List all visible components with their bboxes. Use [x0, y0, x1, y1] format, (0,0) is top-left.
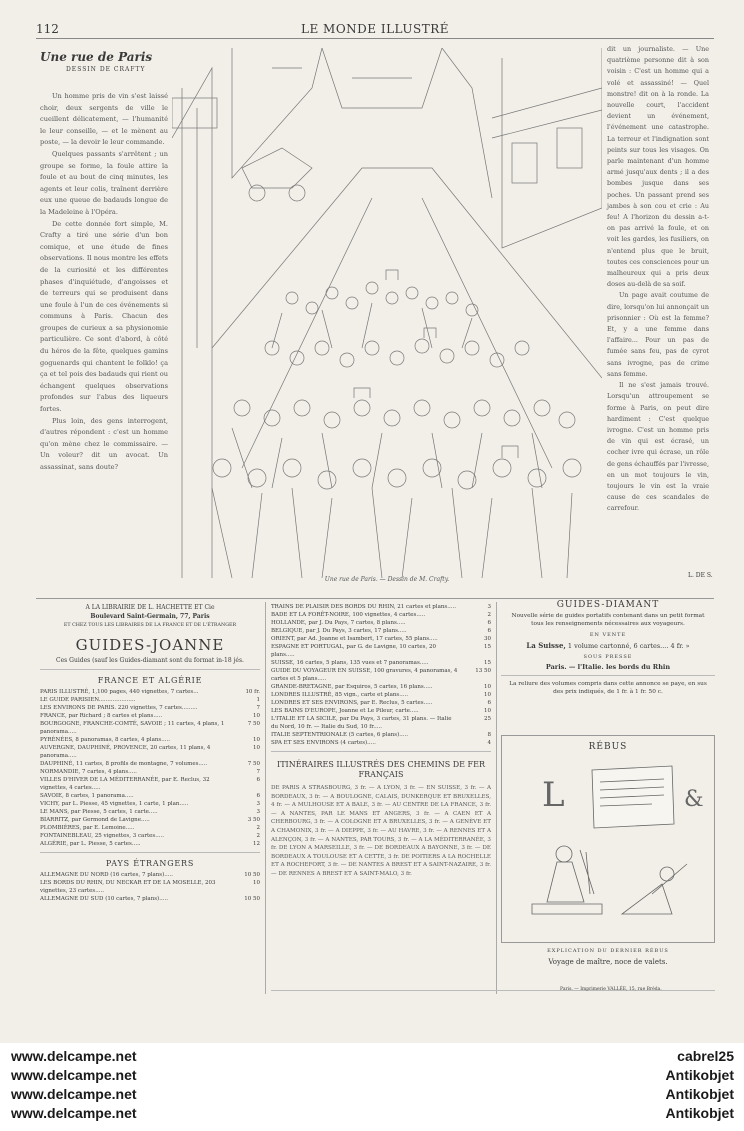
- itineraries-heading: ITINÉRAIRES ILLUSTRÉS DES CHEMINS DE FER FRANÇAIS: [277, 760, 485, 779]
- guide-listing: [40, 720, 260, 736]
- guide-listing-title: DAUPHINÉ, 11 cartes, 8 profils de montagne, 7 volumes.....: [40, 761, 208, 767]
- guide-listing-title: PARIS ILLUSTRÉ, 1,100 pages, 440 vignettes, 7 cartes...: [40, 689, 199, 695]
- guide-listing-price: 10: [484, 684, 491, 690]
- guide-listing-price: 7: [256, 705, 260, 711]
- guide-listing-price: 12: [253, 841, 260, 847]
- watermark-url: www.delcampe.net: [11, 1105, 137, 1121]
- masthead: LE MONDE ILLUSTRÉ: [300, 22, 450, 36]
- printer-imprint: Paris. — Imprimerie VALLÉE, 15, rue Bréda.: [560, 987, 662, 992]
- guide-listing: [271, 603, 491, 611]
- article-paragraph: Quelques passants s'arrêtent ; un groupe se forme, la foule attire la foule et au bout de cinq minutes, les agents et leur colis, traînent derrière eux une queue de badauds longue de la Madeleine à l'Opéra.: [40, 149, 168, 216]
- france-guide-list: [40, 688, 260, 848]
- guide-listing: [271, 627, 491, 635]
- harpist-figure: [556, 846, 572, 862]
- guide-listing-price: 10 50: [244, 872, 260, 878]
- publisher-address: Boulevard Saint-Germain, 77, Paris: [90, 613, 210, 620]
- watermark-url: www.delcampe.net: [11, 1086, 137, 1102]
- guides-diamant-title: GUIDES-DIAMANT: [556, 600, 660, 610]
- guide-listing-title: SUISSE, 16 cartes, 5 plans, 135 vues et 7 panoramas.....: [271, 660, 429, 666]
- guide-listing: [40, 736, 260, 744]
- rebus-title: RÉBUS: [588, 742, 628, 752]
- guide-listing-title: VICHY, par L. Piesse, 45 vignettes, 1 carte, 1 plan.....: [40, 801, 189, 807]
- guide-listing: [271, 619, 491, 627]
- guide-listing-title: LES BAINS D'EUROPE, Joanne et Le Pileur, carte.....: [271, 708, 419, 714]
- article-column-right: [607, 44, 709, 515]
- guide-listing: [271, 635, 491, 643]
- watermark-url: www.delcampe.net: [11, 1048, 137, 1064]
- guide-listing: [40, 776, 260, 792]
- article-paragraph: Plus loin, des gens interrogent, d'autres répondent : c'est un homme qu'on mène chez le commissaire. — Un voleur? dit un avocat. Un assassinat, sans doute?: [40, 416, 168, 471]
- guide-listing-price: 6: [256, 777, 260, 783]
- suisse-title: La Suisse,: [526, 641, 566, 650]
- guide-listing: [271, 715, 491, 731]
- guide-listing: [40, 832, 260, 840]
- guide-listing-title: PLOMBIÈRES, par E. Lemoine.....: [40, 825, 135, 831]
- binding-note: La reliure des volumes compris dans cette annonce se paye, en sus des prix indiqués, de 1 fr. à 1 fr. 50 c.: [509, 681, 707, 695]
- rule: [40, 852, 260, 853]
- foreign-guide-list: [40, 871, 260, 903]
- guide-listing-price: 8: [487, 732, 491, 738]
- section-divider: [36, 598, 714, 599]
- guide-listing: [271, 731, 491, 739]
- article-byline: DESSIN DE CRAFTY: [66, 66, 146, 73]
- watermark-seller: Antikobjet: [665, 1105, 734, 1121]
- guide-listing-price: 7 50: [247, 721, 260, 727]
- guide-listing-price: 6: [256, 793, 260, 799]
- column-rule: [496, 602, 497, 994]
- watermark-right: [616, 1047, 734, 1123]
- forthcoming-line: Paris. — l'Italie. les bords du Rhin: [545, 663, 671, 671]
- article-signature: L. DE S.: [688, 572, 713, 579]
- guides-subtitle: Ces Guides (sauf les Guides-diamant sont du format in-18 jés.: [56, 657, 244, 664]
- guide-listing-price: 10: [253, 737, 260, 743]
- guide-listing: [40, 792, 260, 800]
- guide-listing: [271, 667, 491, 683]
- guide-listing-price: 2: [487, 612, 491, 618]
- guide-listing: [40, 712, 260, 720]
- guide-listing-price: 3: [256, 801, 260, 807]
- rule: [40, 669, 260, 670]
- pedestal-icon: [532, 904, 602, 914]
- watermark-seller: Antikobjet: [665, 1086, 734, 1102]
- guide-listing-title: BELGIQUE, par J. Du Pays, 3 cartes, 17 plans.....: [271, 628, 407, 634]
- article-paragraph: dit un journaliste. — Une quatrième personne dit à son voisin : C'est un homme qui a volé et assassiné! — Quel monstre! dit on à la ronde. La nouvelle court, l'accident devient un événement, l'événement une catastrophe. La terreur et l'indignation sont peints sur tous les visages. On parle maintenant d'un homme armé jusqu'aux dents ; il a des bombes jusque dans ses poches. Un passant prend ses jambes à son cou et crie : Au feu! A l'horizon du dessin a-t-on pas arrivé la foule, et on voit les gardes, les fusiliers, on n'entend plus que le bruit, toutes ces consciences pour un malheureux qui a pris deux doses au-delà de sa soif.: [607, 45, 709, 289]
- article-column-left: [40, 50, 168, 474]
- guide-listing-price: 10: [484, 692, 491, 698]
- guide-listing-title: LONDRES ILLUSTRÉ, 85 vign., carte et plans.....: [271, 692, 408, 698]
- rebus-ampersand: &: [684, 787, 704, 812]
- guide-listing: [271, 611, 491, 619]
- guide-listing-title: SPA ET SES ENVIRONS (4 cartes).....: [271, 740, 376, 746]
- guide-listing-title: LE GUIDE PARISIEN.....................: [40, 697, 136, 703]
- guide-listing-price: 3: [487, 604, 491, 610]
- guide-listing: [40, 871, 260, 879]
- guide-listing-price: 10: [253, 880, 260, 886]
- column-rule: [265, 602, 266, 994]
- en-vente-label: EN VENTE: [589, 632, 627, 638]
- article-paragraph: Un homme pris de vin s'est laissé choir, deux sergents de ville le cueillent délicatement, — l'humanité le leur conseille, — et le mènent au poste, — la devoir le leur commande.: [40, 92, 168, 147]
- guide-listing-title: ITALIE SEPTENTRIONALE (5 cartes, 6 plans).....: [271, 732, 408, 738]
- guide-listing-price: 6: [487, 700, 491, 706]
- fallen-figure: [622, 884, 672, 914]
- guide-listing-title: ORIENT, par Ad. Joanne et Isambert, 17 cartes, 55 plans.....: [271, 636, 438, 642]
- guide-listing-title: NORMANDIE, 7 cartes, 4 plans.....: [40, 769, 137, 775]
- guide-listing: [40, 704, 260, 712]
- france-heading: FRANCE ET ALGÉRIE: [97, 676, 203, 685]
- suisse-detail: 1 volume cartonné, 6 cartes.... 4 fr. »: [567, 642, 690, 650]
- watermark-seller: cabrel25: [677, 1048, 734, 1064]
- guide-listing-title: VILLES D'HIVER DE LA MÉDITERRANÉE, par E. Reclus, 32 vignettes, 4 cartes.....: [40, 777, 210, 791]
- article-body: [40, 91, 168, 474]
- guide-listing: [40, 768, 260, 776]
- guide-listing-price: 2: [256, 825, 260, 831]
- scroll-icon: [592, 766, 674, 828]
- guide-listing-title: FONTAINEBLEAU, 25 vignettes, 3 cartes.....: [40, 833, 164, 839]
- article-title: Une rue de Paris: [40, 50, 153, 64]
- guide-listing: [40, 696, 260, 704]
- foreign-heading: PAYS ÉTRANGERS: [105, 859, 195, 868]
- guide-listing-title: ALLEMAGNE DU SUD (10 cartes, 7 plans).....: [40, 896, 168, 902]
- guide-listing-title: ALGÉRIE, par L. Piesse, 5 cartes.....: [40, 841, 141, 847]
- guide-list: [271, 603, 491, 747]
- guide-listing: [40, 879, 260, 895]
- guide-listing: [271, 659, 491, 667]
- guide-listing-title: TRAINS DE PLAISIR DES BORDS DU RHIN, 21 cartes et plans.....: [271, 604, 456, 610]
- guides-joanne-title: GUIDES-JOANNE: [75, 636, 225, 654]
- watermark-seller: Antikobjet: [665, 1067, 734, 1083]
- article-paragraph: De cette donnée fort simple, M. Crafty a tiré une série d'un bon comique, et une étude de fines observations. Il nous montre les effets de la curiosité et les différentes phases d'inquiétude, d'angoisses et de terreurs qui se produisent dans une foule à l'un de ces événements si communs à Paris. Chacun des groupes de curieux a sa physionomie particulière. Ce sont d'abord, à côté du héros de la fête, quelques gamins goguenards qui chantent le folklo! ça ça et tel pois des badauds qui rient ou échangent quelques observations profondes sur l'abus des liqueurs fortes.: [40, 219, 168, 414]
- rebus-explanation-heading: EXPLICATION DU DERNIER RÉBUS: [547, 948, 669, 954]
- guide-listing-title: BOURGOGNE, FRANCHE-COMTÉ, SAVOIE ; 11 cartes, 4 plans, 1 panorama.....: [40, 721, 225, 735]
- guides-continued-advert: [271, 603, 491, 879]
- guide-listing-price: 7 50: [247, 761, 260, 767]
- guide-listing-price: 10 fr.: [245, 689, 260, 695]
- guide-listing: [40, 800, 260, 808]
- page-header: [36, 20, 714, 39]
- guide-listing-price: 13 50: [475, 668, 491, 674]
- guides-joanne-advert: [40, 603, 260, 903]
- guide-listing-price: 10 50: [244, 896, 260, 902]
- guide-listing: [40, 760, 260, 768]
- engraving-drawing: [172, 48, 602, 578]
- page-number: 112: [36, 22, 59, 36]
- rebus-puzzle: [501, 735, 715, 943]
- publisher-line: A LA LIBRAIRIE DE L. HACHETTE ET Cie: [85, 604, 215, 611]
- guide-listing: [40, 808, 260, 816]
- guide-listing-price: 10: [484, 708, 491, 714]
- illustration-caption: Une rue de Paris. — Dessin de M. Crafty.: [324, 576, 450, 583]
- rebus-drawing: [502, 754, 714, 943]
- rebus-letter: L: [542, 775, 565, 815]
- guide-listing-title: LONDRES ET SES ENVIRONS, par E. Reclus, 5 cartes.....: [271, 700, 433, 706]
- guide-listing: [271, 683, 491, 691]
- guide-listing-price: 3: [256, 809, 260, 815]
- guide-listing-price: 30: [484, 636, 491, 642]
- guides-diamant-advert: [501, 600, 715, 698]
- guide-listing: [271, 643, 491, 659]
- guide-listing-title: FRANCE, par Richard ; 8 cartes et plans.....: [40, 713, 163, 719]
- guide-listing: [271, 691, 491, 699]
- article-right-text: [607, 44, 709, 515]
- guide-listing-price: 1: [256, 697, 260, 703]
- guide-listing-price: 6: [487, 620, 491, 626]
- guide-listing-title: BADE ET LA FORÊT-NOIRE, 100 vignettes, 4 cartes.....: [271, 612, 426, 618]
- watermark-url: www.delcampe.net: [11, 1067, 137, 1083]
- guide-listing-price: 10: [253, 745, 260, 751]
- guide-listing-price: 2: [256, 833, 260, 839]
- guide-listing: [40, 688, 260, 696]
- article-paragraph: Un page avait coutume de dire, lorsqu'on lui annonçait un prisonnier : Où est la femme? Et, y a une femme dans l'affaire... Pour un pas de fumée sans feu, pas de cyrot sans ivrogne, pas de crime sans femme.: [607, 291, 709, 378]
- guide-listing: [40, 840, 260, 848]
- itineraries-list: DE PARIS A STRASBOURG, 3 fr. — A LYON, 3 fr. — EN SUISSE, 3 fr. — A BORDEAUX, 3 fr. — A BOULOGNE, CALAIS, DUNKERQUE ET BRUXELLES, 4 fr. — A MULHOUSE ET A BALE, 3 fr. — AU CENTRE DE LA FRANCE, 3 fr. — A NANTES, PAR LE MANS ET ANGERS, 3 fr. — A CAEN ET A CHERBOURG, 3 fr. — A COLOGNE ET A BRUXELLES, 3 fr. — A GENÈVE ET A CHAMONIX, 3 fr. — A DIEPPE, 3 fr. — AU HAVRE, 3 fr. — A RENNES ET A ALENÇON, 3 fr. — A NANTES, PAR TOURS, 3 fr. — A LA MÉDITERRANÉE, 3 fr. DE LYON A MARSEILLE, 3 fr. — DE BORDEAUX A BAYONNE, 3 fr. — DE BORDEAUX A TOULOUSE ET A CETTE, 3 fr. DE POITIERS A LA ROCHELLE ET A ROCHEFORT, 3 fr. — DE NANTES A BREST ET A SAINT-NAZAIRE, 3 fr. — DE RENNES A BREST ET A SAINT-MALO, 3 fr.: [271, 785, 491, 877]
- guides-diamant-desc: Nouvelle série de guides portatifs contenant dans un petit format tous les renseignements nécessaires aux voyageurs.: [511, 613, 705, 627]
- guide-listing-price: 4: [487, 740, 491, 746]
- guide-listing: [40, 744, 260, 760]
- guide-listing-price: 15: [484, 644, 491, 650]
- guide-listing-price: 15: [484, 660, 491, 666]
- watermark-left: [11, 1047, 137, 1123]
- guide-listing-title: ESPAGNE ET PORTUGAL, par G. de Lavigne, 10 cartes, 20 plans.....: [271, 644, 436, 658]
- guide-listing-title: BIARRITZ, par Germond de Lavigne.....: [40, 817, 150, 823]
- guide-listing-title: GRANDE-BRETAGNE, par Esquiros, 5 cartes, 16 plans.....: [271, 684, 433, 690]
- guide-listing-title: ALLEMAGNE DU NORD (16 cartes, 7 plans).....: [40, 872, 174, 878]
- guide-listing-price: 6: [487, 628, 491, 634]
- guide-listing: [40, 816, 260, 824]
- guide-listing-price: 3 50: [247, 817, 260, 823]
- rule: [271, 751, 491, 752]
- sous-presse-label: SOUS PRESSE: [583, 654, 633, 660]
- guide-listing: [40, 824, 260, 832]
- guide-listing-title: L'ITALIE ET LA SICILE, par Du Pays, 3 cartes, 31 plans. — Italie du Nord, 10 fr. — Italie du Sud, 10 fr.....: [271, 716, 452, 730]
- guide-listing: [271, 699, 491, 707]
- guide-listing-title: LES ENVIRONS DE PARIS. 220 vignettes, 7 cartes.........: [40, 705, 198, 711]
- publisher-note: ET CHEZ TOUS LES LIBRAIRES DE LA FRANCE ET DE L'ÉTRANGER: [63, 623, 237, 628]
- street-crowd-engraving: [172, 48, 602, 578]
- suisse-line: [501, 641, 715, 650]
- guide-listing-title: AUVERGNE, DAUPHINÉ, PROVENCE, 20 cartes, 11 plans, 4 panorama.....: [40, 745, 211, 759]
- guide-listing-title: HOLLANDE, par J. Du Pays, 7 cartes, 8 plans.....: [271, 620, 406, 626]
- guide-listing-price: 7: [256, 769, 260, 775]
- guide-listing-price: 25: [484, 716, 491, 722]
- article-paragraph: Il ne s'est jamais trouvé. Lorsqu'un attroupement se forme à Paris, on peut dire hardiment : C'est quelque ivrogne. C'est un homme pris de vin qui est écrasé, un cocher ivre qui écrase, un rôle de gens échauffés par l'ivresse, en un mot toujours le vin, toujours le vin est la vraie cause de ces scandales de carrefour.: [607, 381, 709, 513]
- guide-listing: [271, 739, 491, 747]
- guide-listing: [40, 895, 260, 903]
- guide-listing-title: PYRÉNÉES, 8 panoramas, 8 cartes, 4 plans.....: [40, 737, 170, 743]
- rule: [501, 675, 715, 676]
- guide-listing-title: LES BORDS DU RHIN, DU NECKAR ET DE LA MOSELLE, 203 vignettes, 23 cartes.....: [40, 880, 216, 894]
- guide-listing-title: SAVOIE, 8 cartes, 1 panorama.....: [40, 793, 134, 799]
- rebus-explanation: Voyage de maître, noce de valets.: [548, 958, 668, 966]
- guide-listing-title: LE MANS, par Piesse, 5 cartes, 1 carte.....: [40, 809, 158, 815]
- guide-listing-price: 10: [253, 713, 260, 719]
- guide-listing: [271, 707, 491, 715]
- guide-listing-title: GUIDE DU VOYAGEUR EN SUISSE, 100 gravures, 4 panoramas, 4 cartes et 5 plans.....: [271, 668, 458, 682]
